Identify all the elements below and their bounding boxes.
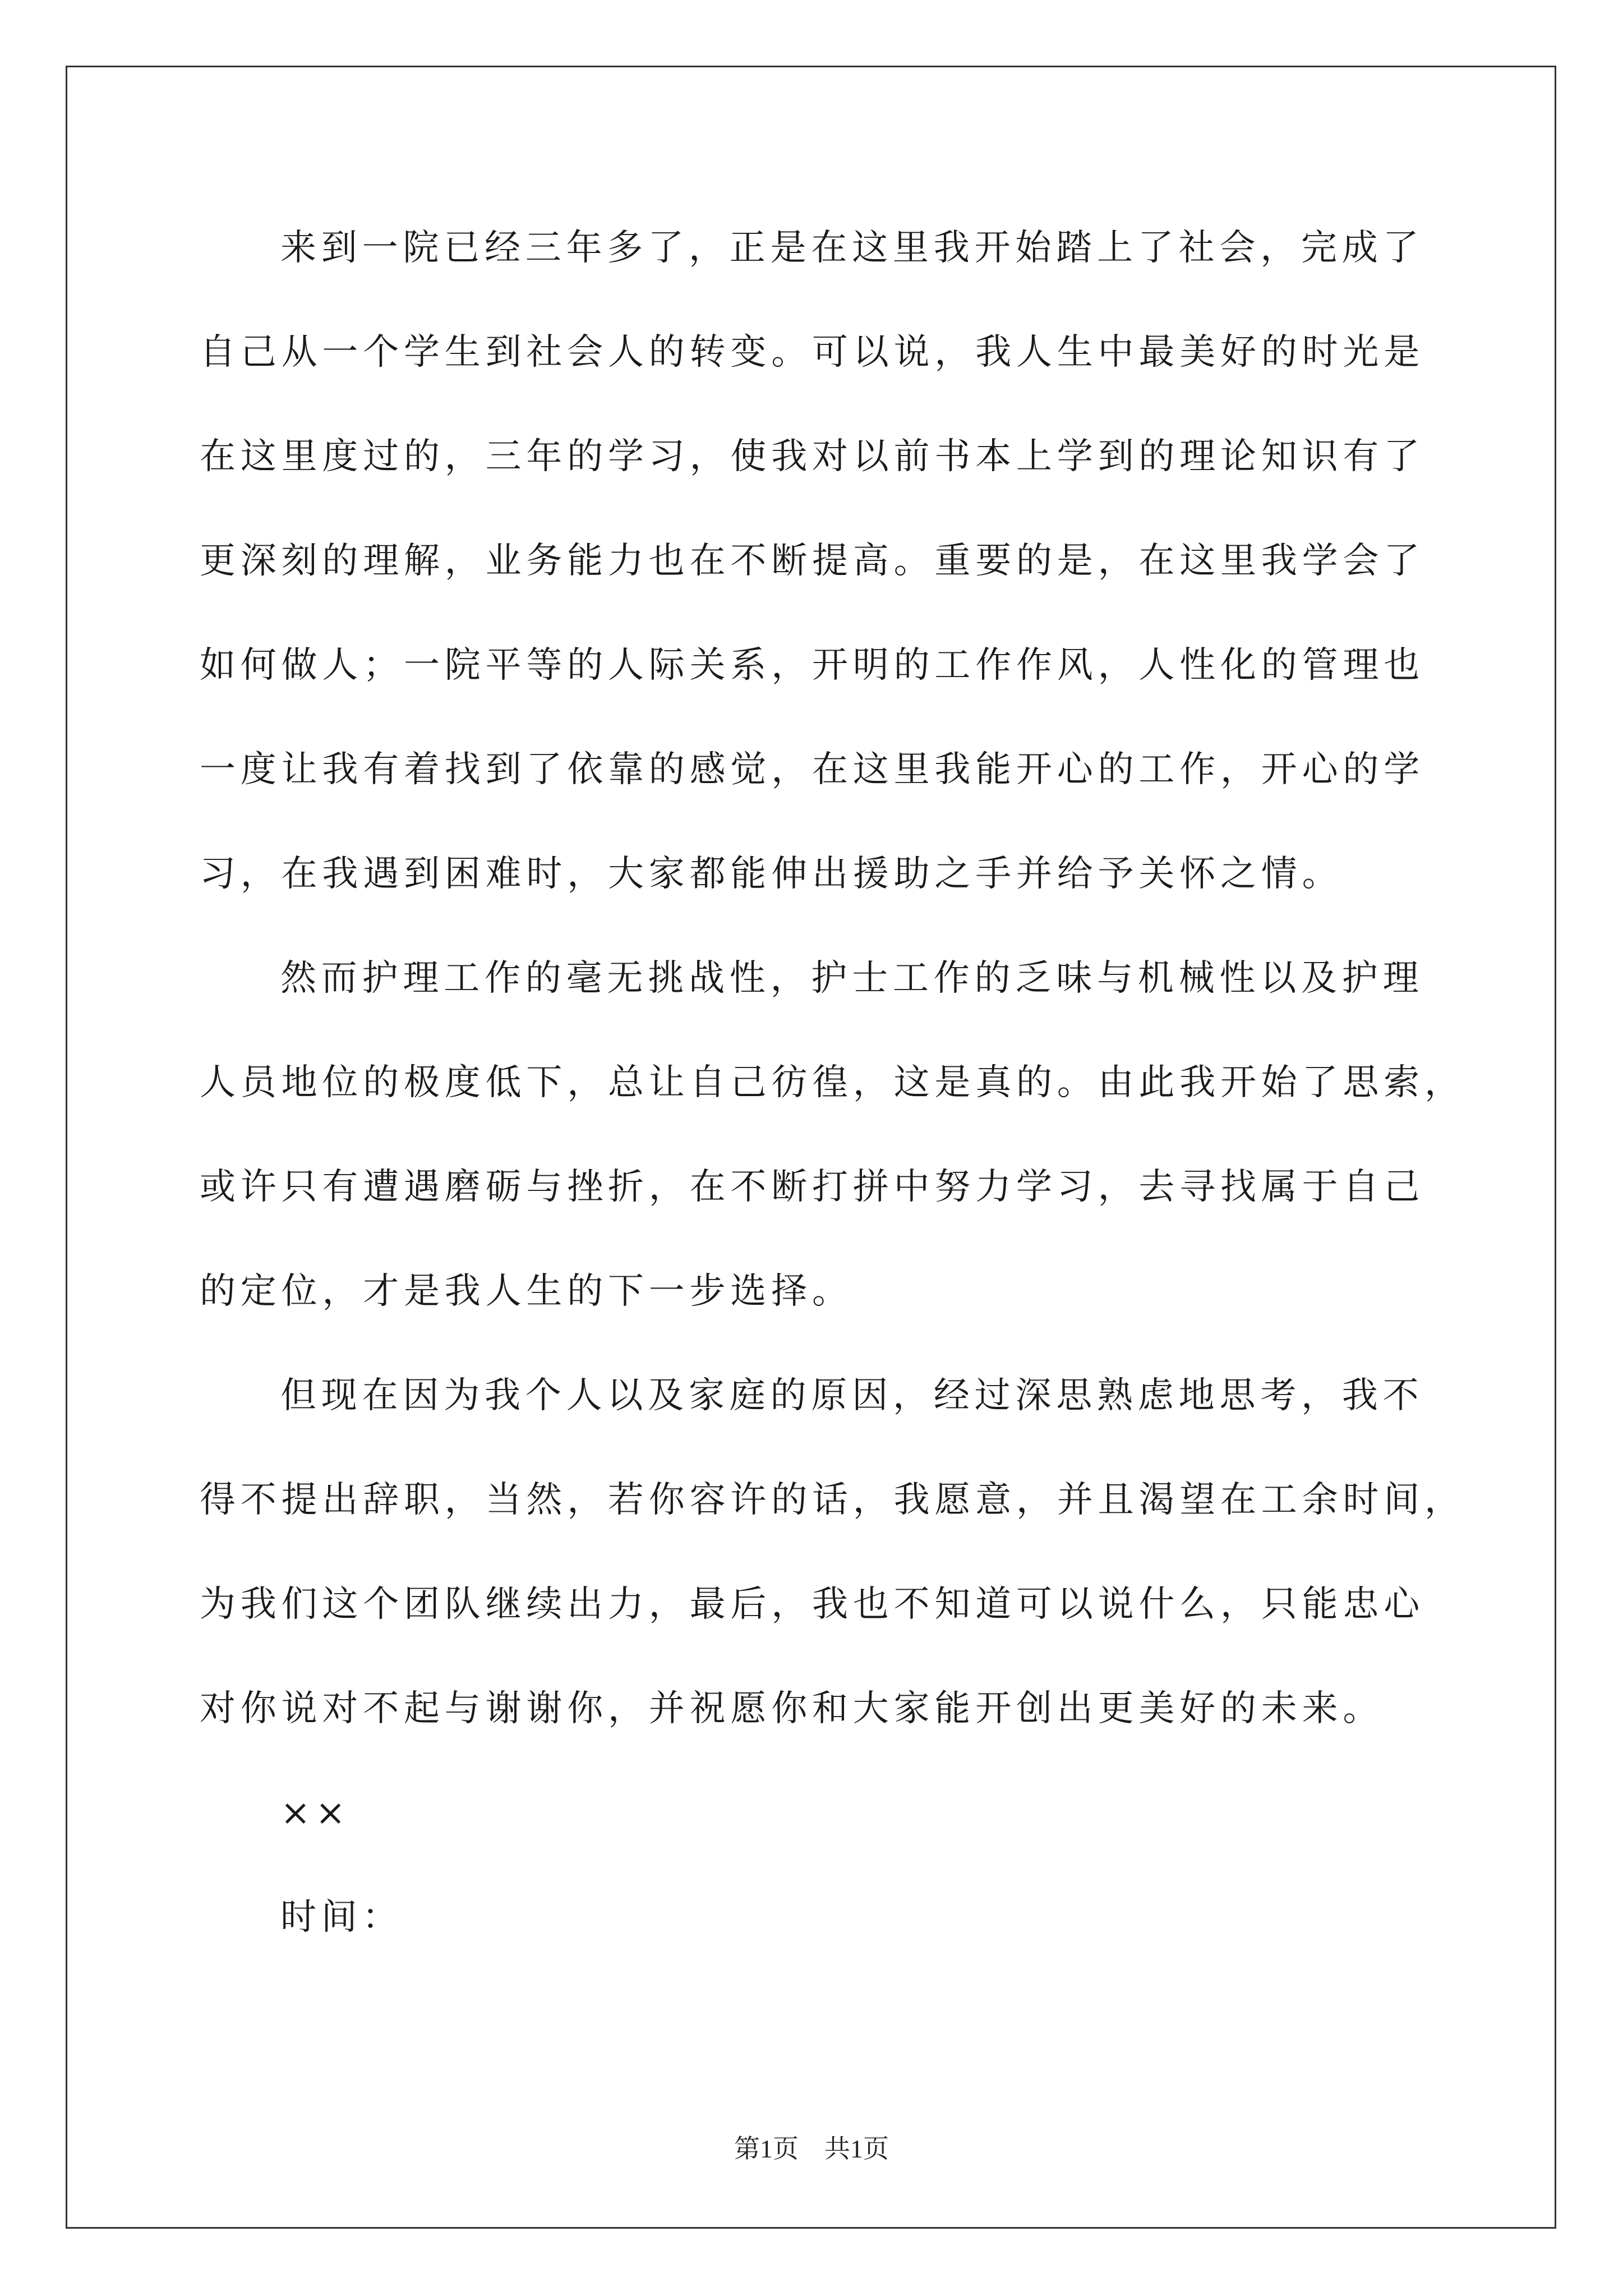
paragraph-1-line-7: 习，在我遇到困难时，大家都能伸出援助之手并给予关怀之情。 — [200, 853, 1343, 895]
paragraph-1-line-4: 更深刻的理解，业务能力也在不断提高。重要的是，在这里我学会了 — [200, 540, 1424, 582]
paragraph-2-line-4: 的定位，才是我人生的下一步选择。 — [200, 1271, 853, 1312]
paragraph-2-line-2: 人员地位的极度低下，总让自己彷徨，这是真的。由此我开始了思索， — [200, 1062, 1465, 1103]
paragraph-2-line-1: 然而护理工作的毫无挑战性，护士工作的乏味与机械性以及护理 — [280, 958, 1424, 999]
paragraph-3-line-4: 对你说对不起与谢谢你，并祝愿你和大家能开创出更美好的未来。 — [200, 1688, 1384, 1729]
paragraph-3-line-1: 但现在因为我个人以及家庭的原因，经过深思熟虑地思考，我不 — [280, 1375, 1424, 1416]
date-label: 时间： — [280, 1897, 403, 1938]
paragraph-3-line-2: 得不提出辞职，当然，若你容许的话，我愿意，并且渴望在工余时间， — [200, 1479, 1465, 1521]
page-number-footer: 第1页 共1页 — [734, 2134, 889, 2163]
paragraph-1-line-3: 在这里度过的，三年的学习，使我对以前书本上学到的理论知识有了 — [200, 436, 1424, 477]
paragraph-1-line-6: 一度让我有着找到了依靠的感觉，在这里我能开心的工作，开心的学 — [200, 749, 1424, 790]
paragraph-3-line-3: 为我们这个团队继续出力，最后，我也不知道可以说什么，只能忠心 — [200, 1584, 1424, 1625]
paragraph-2-line-3: 或许只有遭遇磨砺与挫折，在不断打拼中努力学习，去寻找属于自己 — [200, 1166, 1424, 1208]
signature: ×× — [280, 1792, 351, 1834]
paragraph-1-line-2: 自己从一个学生到社会人的转变。可以说，我人生中最美好的时光是 — [200, 332, 1424, 373]
paragraph-1-line-5: 如何做人；一院平等的人际关系，开明的工作作风，人性化的管理也 — [200, 645, 1424, 686]
paragraph-1-line-1: 来到一院已经三年多了，正是在这里我开始踏上了社会，完成了 — [280, 227, 1424, 269]
